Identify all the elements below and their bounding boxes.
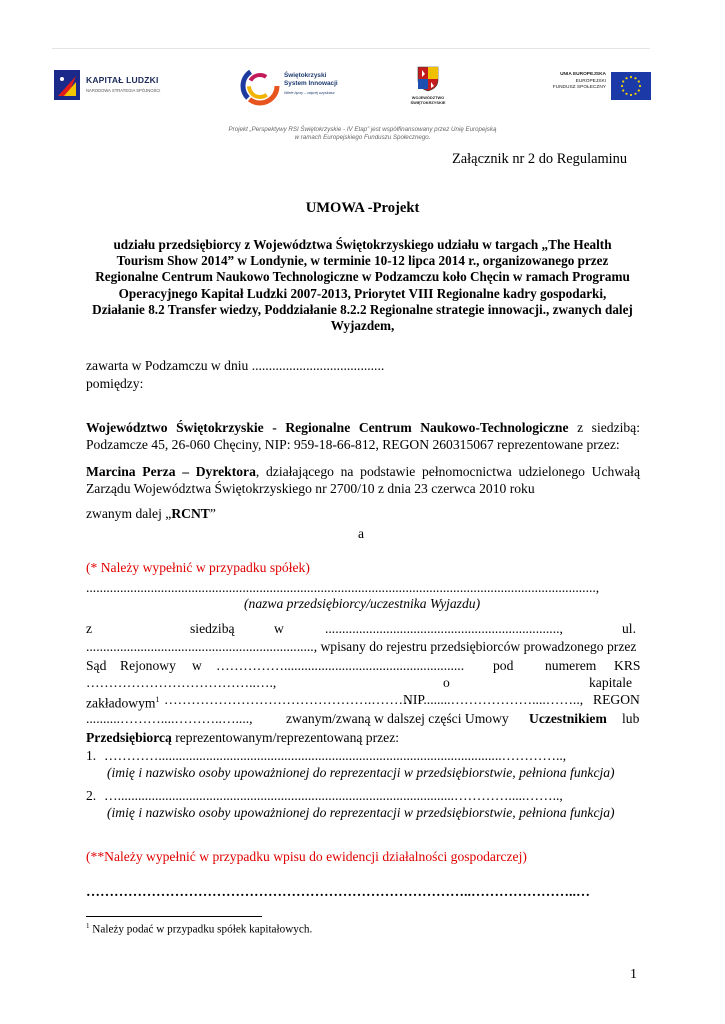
called-suffix: ” <box>209 506 216 521</box>
eu-line3: FUNDUSZ SPOŁECZNY <box>552 85 606 90</box>
ssi-line2: System Innowacji <box>284 80 338 87</box>
kapital-ludzki-icon <box>54 70 80 100</box>
company-name-caption: (nazwa przedsiębiorcy/uczestnika Wyjazdu) <box>244 596 481 611</box>
wojewodztwo-line2: ŚWIĘTOKRZYSKIE <box>410 100 446 105</box>
subject-line: Tourism Show 2014” w Londynie, w terminie 10-12 lipca 2014 r., organizowanego przez <box>116 253 609 269</box>
footnote-text: Należy podać w przypadku spółek kapitałowych. <box>89 923 313 936</box>
kapital-ludzki-title: KAPITAŁ LUDZKI <box>86 75 159 85</box>
rep-1-field[interactable]: ………….....................................................................................................………….., <box>104 748 567 763</box>
ssi-line1: Świętokrzyski <box>284 72 327 79</box>
footnote <box>86 922 312 936</box>
rep-1-number: 1. <box>86 748 97 763</box>
wojewodztwo-logo <box>400 66 456 110</box>
page-title: UMOWA -Projekt <box>305 200 420 216</box>
court-field[interactable]: ……………..................................................... <box>216 658 465 673</box>
capital-word: zakładowym <box>86 695 156 711</box>
footnote-rule <box>86 916 262 917</box>
seat-ul: ul. <box>622 621 636 636</box>
called-prefix: zwanym dalej „ <box>86 506 172 521</box>
kapital-ludzki-logo <box>54 68 172 102</box>
subject-line: Regionalne Centrum Naukowo Technologiczne w Podzamczu koło Chęcin w ramach Programu <box>95 269 630 285</box>
footnote-ref: 1 <box>155 695 160 704</box>
header-top-rule <box>52 48 650 49</box>
eu-flag-icon <box>611 72 651 100</box>
nip-field[interactable]: NIP........………………....…….., <box>403 692 584 707</box>
note-business: (**Należy wypełnić w przypadku wpisu do ewidencji działalności gospodarczej) <box>86 849 527 864</box>
krs-field[interactable]: ………………………………..…., <box>86 675 277 690</box>
party1-seat-label: z siedzibą: <box>577 420 640 435</box>
project-line-1: Projekt „Perspektywy RSI Świętokrzyskie - IV Etap” jest współfinansowany przez Unię Europejską <box>228 126 497 133</box>
page-number: 1 <box>630 967 637 982</box>
seat-siedziba: siedzibą <box>190 621 235 636</box>
court-w: w <box>192 658 202 673</box>
capital-field[interactable]: ……………………………………….……… <box>164 692 413 707</box>
party1-rep-line1 <box>86 463 640 480</box>
agreement-subject <box>80 237 645 334</box>
seat-z: z <box>86 621 93 636</box>
concluded-line: zawarta w Podzamczu w dniu ....................................... <box>86 358 385 373</box>
regon-field[interactable]: ..........………....………..…...., <box>86 711 253 726</box>
court-rejonowy: Rejonowy <box>120 658 176 673</box>
party1-rep-line2: Zarządu Województwa Świętokrzyskiego nr 2700/10 z dnia 23 czerwca 2010 roku <box>86 481 535 496</box>
participant-mid: zwanym/zwaną w dalszej części Umowy <box>286 711 509 726</box>
court-krs: KRS <box>614 658 641 673</box>
business-field[interactable]: ………………………………………………………………………..…………………..… <box>86 885 590 900</box>
ssi-logo <box>240 66 380 106</box>
party1-address: Podzamcze 45, 26-060 Chęciny, NIP: 959-18-66-812, REGON 260315067 reprezentowane przez: <box>86 437 620 452</box>
ssi-swirl-icon <box>240 66 280 106</box>
court-sad: Sąd <box>86 658 107 673</box>
company-name-field[interactable]: ......................................................................................................................................................, <box>86 580 600 595</box>
participant-lub: lub <box>622 711 640 726</box>
seat-w: w <box>274 621 284 636</box>
subject-line: Operacyjnego Kapitał Ludzki 2007-2013, Priorytet VIII Regionalne kadry gospodarki, <box>118 285 607 301</box>
rcnt-abbr: RCNT <box>171 506 210 521</box>
court-pod: pod <box>493 658 514 673</box>
krs-o: o <box>443 675 450 690</box>
and-label: a <box>358 526 365 541</box>
court-numerem: numerem <box>545 658 597 673</box>
entrepreneur-term: Przedsiębiorcą <box>86 730 172 745</box>
entrepreneur-line <box>86 729 399 746</box>
between-label: pomiędzy: <box>86 376 144 391</box>
regon-label: REGON <box>593 692 640 707</box>
capital-label <box>86 691 159 712</box>
eu-line2: EUROPEJSKI <box>575 79 606 84</box>
subject-line: Działanie 8.2 Transfer wiedzy, Poddziałanie 8.2.2 Regionalne strategie innowacji., zwanych dalej <box>92 301 633 317</box>
subject-line: udziału przedsiębiorcy z Województwa Świętokrzyskiego udziału w targach „The Health <box>113 237 612 252</box>
party1-rep-tail: , działającego na podstawie pełnomocnictwa udzielonego Uchwałą <box>255 464 640 479</box>
party1-called <box>86 505 216 522</box>
kapital-ludzki-subtitle: NARODOWA STRATEGIA SPÓJNOŚCI <box>86 88 161 93</box>
rep-2-number: 2. <box>86 788 97 803</box>
rep-2-field[interactable]: …...................................................................................................………….....…….., <box>104 788 563 803</box>
eu-line1: UNIA EUROPEJSKA <box>560 72 606 77</box>
rep-1-line <box>86 747 567 764</box>
party1-rep-name: Marcina Perza – Dyrektora <box>86 464 256 479</box>
seat-register-line: ..................................................................., wpisany do rejestru przedsiębiorców prowadzonego przez <box>86 639 637 654</box>
rep-2-caption: (imię i nazwisko osoby upoważnionej do reprezentacji w przedsiębiorstwie, pełniona funkcja) <box>107 805 615 820</box>
rep-2-line <box>86 787 563 804</box>
krs-kapitale: kapitale <box>589 675 633 690</box>
eu-logo <box>540 72 652 102</box>
entrepreneur-tail: reprezentowanym/reprezentowaną przez: <box>171 730 400 745</box>
note-companies: (* Należy wypełnić w przypadku spółek) <box>86 560 310 575</box>
party1-line1 <box>86 419 640 436</box>
party1-name: Województwo Świętokrzyskie - Regionalne Centrum Naukowo-Technologiczne <box>86 420 569 435</box>
project-line-2: w ramach Europejskiego Funduszu Społecznego. <box>294 134 431 141</box>
rep-1-caption: (imię i nazwisko osoby upoważnionej do reprezentacji w przedsiębiorstwie, pełniona funkcja) <box>107 765 615 780</box>
attachment-label: Załącznik nr 2 do Regulaminu <box>452 151 628 167</box>
wojewodztwo-line1: WOJEWÓDZTWO <box>411 95 445 100</box>
seat-address-field[interactable]: ....................................................................., <box>325 621 563 636</box>
participant-term: Uczestnikiem <box>529 711 607 726</box>
ssi-tagline: Wiele łączy – więcej uzyskasz <box>284 91 335 95</box>
subject-line: Wyjazdem, <box>330 318 395 334</box>
footnote-number: 1 <box>86 922 90 930</box>
coat-of-arms-icon <box>417 66 439 92</box>
